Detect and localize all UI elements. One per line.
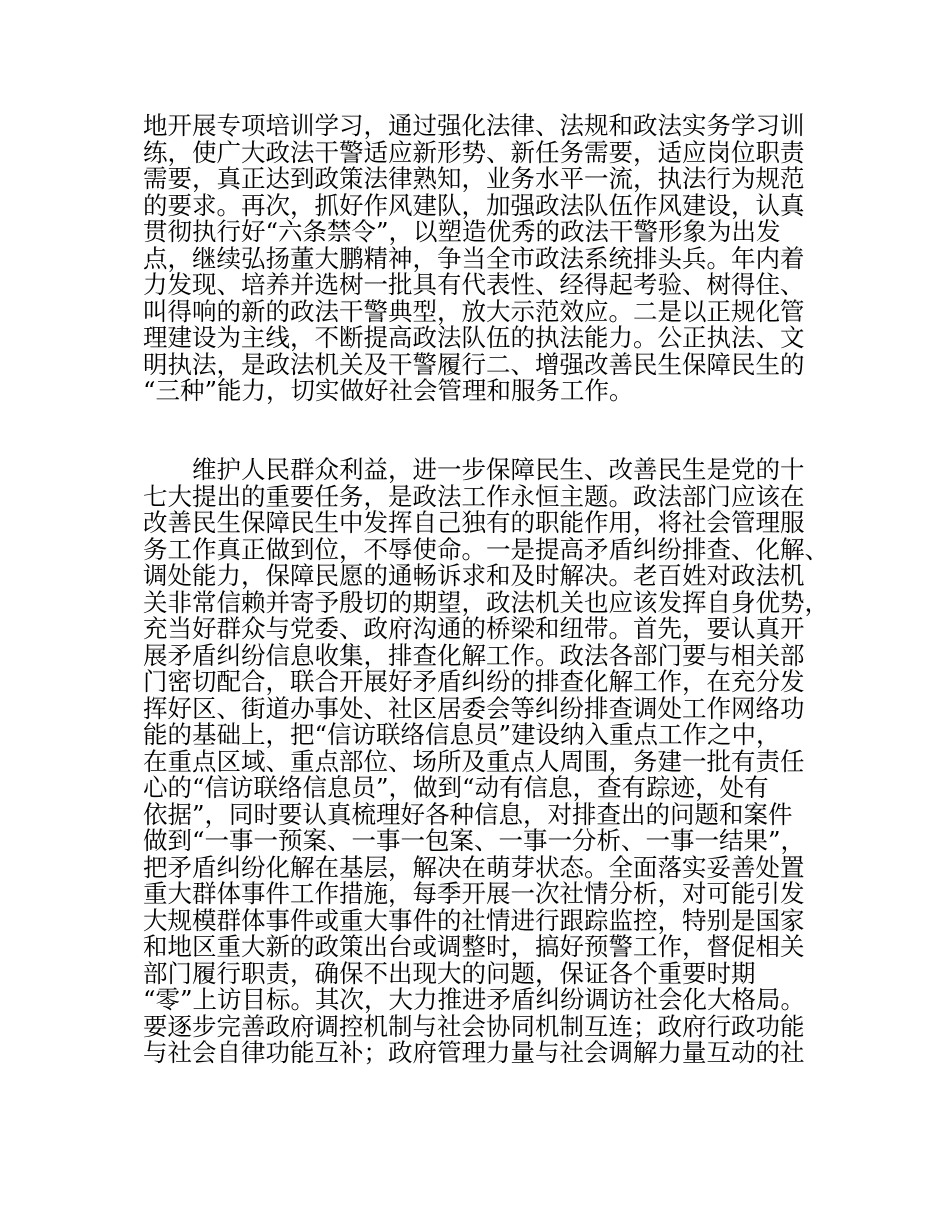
paragraph-line: 大规模群体事件或重大事件的社情进行跟踪监控，特别是国家	[143, 905, 805, 935]
paragraph-line: 务工作真正做到位，不辱使命。一是提高矛盾纠纷排查、化解、	[143, 534, 829, 564]
paragraph-line: “零”上访目标。其次，大力推进矛盾纠纷调访社会化大格局。	[143, 985, 806, 1014]
paragraph-line: 点，继续弘扬董大鹏精神，争当全市政法系统排头兵。年内着	[143, 243, 805, 273]
paragraph-line: 在重点区域、重点部位、场所及重点人周围，务建一批有责任	[143, 746, 805, 776]
paragraph-line: 部门履行职责，确保不出现大的问题，保证各个重要时期	[143, 958, 756, 988]
paragraph-line: “三种”能力，切实做好社会管理和服务工作。	[143, 376, 634, 405]
paragraph-line: 能的基础上，把“信访联络信息员”建设纳入重点工作之中，	[143, 720, 781, 749]
paragraph-line: 与社会自律功能互补；政府管理力量与社会调解力量互动的社	[143, 1038, 805, 1067]
paragraph-line: 叫得响的新的政法干警典型，放大示范效应。二是以正规化管	[143, 296, 805, 326]
paragraph-line: 明执法，是政法机关及干警履行二、增强改善民生保障民生的	[143, 349, 805, 379]
paragraph-line: 要逐步完善政府调控机制与社会协同机制互连；政府行政功能	[143, 1011, 805, 1041]
paragraph-line: 贯彻执行好“六条禁令”，以塑造优秀的政法干警形象为出发	[143, 217, 781, 246]
paragraph-line: 力发现、培养并选树一批具有代表性、经得起考验、树得住、	[143, 270, 805, 299]
paragraph-line: 挥好区、街道办事处、社区居委会等纠纷排查调处工作网络功	[143, 693, 805, 723]
paragraph-line: 依据”，同时要认真梳理好各种信息，对排查出的问题和案件	[143, 799, 793, 829]
paragraph-line: 和地区重大新的政策出台或调整时，搞好预警工作，督促相关	[143, 932, 805, 961]
paragraph-line: 调处能力，保障民愿的通畅诉求和及时解决。老百姓对政法机	[143, 561, 805, 590]
paragraph-2	[143, 455, 829, 1067]
paragraph-line: 心的“信访联络信息员”，做到“动有信息，查有踪迹，处有	[143, 773, 769, 802]
paragraph-line: 展矛盾纠纷信息收集，排查化解工作。政法各部门要与相关部	[143, 640, 805, 670]
paragraph-line: 把矛盾纠纷化解在基层，解决在萌芽状态。全面落实妥善处置	[143, 852, 805, 882]
paragraph-line: 的要求。再次，抓好作风建队，加强政法队伍作风建设，认真	[143, 190, 805, 220]
paragraph-line: 做到“一事一预案、一事一包案、一事一分析、一事一结果”，	[143, 826, 806, 855]
paragraph-line: 维护人民群众利益，进一步保障民生、改善民生是党的十	[143, 455, 805, 484]
paragraph-line: 地开展专项培训学习，通过强化法律、法规和政法实务学习训	[143, 111, 805, 140]
paragraph-line: 门密切配合，联合开展好矛盾纠纷的排查化解工作，在充分发	[143, 667, 805, 696]
paragraph-line: 需要，真正达到政策法律熟知，业务水平一流，执法行为规范	[143, 164, 805, 193]
paragraph-line: 练，使广大政法干警适应新形势、新任务需要，适应岗位职责	[143, 137, 805, 167]
paragraph-line: 七大提出的重要任务，是政法工作永恒主题。政法部门应该在	[143, 481, 805, 511]
paragraph-line: 重大群体事件工作措施，每季开展一次社情分析，对可能引发	[143, 879, 805, 908]
paragraph-line: 改善民生保障民生中发挥自己独有的职能作用，将社会管理服	[143, 508, 805, 537]
paragraph-line: 理建设为主线，不断提高政法队伍的执法能力。公正执法、文	[143, 323, 805, 352]
paragraph-line: 关非常信赖并寄予殷切的期望，政法机关也应该发挥自身优势，	[143, 587, 829, 617]
paragraph-line: 充当好群众与党委、政府沟通的桥梁和纽带。首先，要认真开	[143, 614, 805, 643]
paragraph-1	[143, 113, 823, 405]
